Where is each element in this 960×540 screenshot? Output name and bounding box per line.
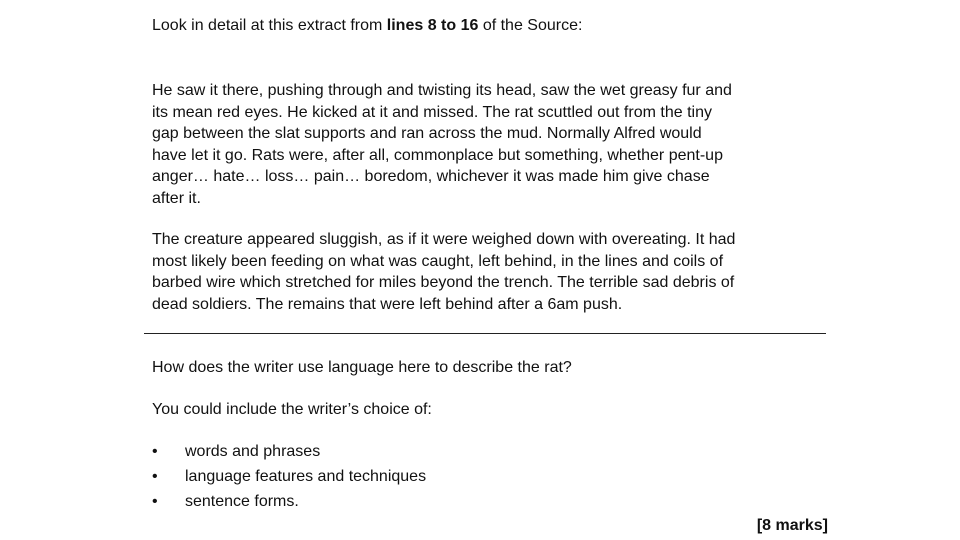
extract-line: gap between the slat supports and ran across the mud. Normally Alfred would — [152, 125, 702, 142]
list-item-text: language features and techniques — [185, 468, 427, 485]
extract-paragraph-2 — [152, 229, 735, 315]
instruction-text-after: of the Source: — [478, 17, 583, 34]
extract-instruction — [152, 15, 582, 36]
extract-paragraph-1 — [152, 80, 732, 209]
list-item-text: words and phrases — [185, 443, 321, 460]
extract-line: He saw it there, pushing through and twisting its head, saw the wet greasy fur and — [152, 82, 732, 99]
bullet-icon: • — [152, 443, 158, 460]
bullet-icon: • — [152, 468, 158, 485]
extract-line: dead soldiers. The remains that were left behind after a 6am push. — [152, 295, 623, 313]
bullet-icon: • — [152, 493, 158, 510]
marks-label: [8 marks] — [756, 517, 828, 534]
extract-line: The creature appeared sluggish, as if it were weighed down with overeating. It had — [152, 231, 736, 248]
extract-line: have let it go. Rats were, after all, commonplace but something, whether pent-up — [152, 146, 723, 164]
list-item-text: sentence forms. — [185, 493, 299, 510]
extract-line: after it. — [152, 189, 201, 207]
instruction-text-before: Look in detail at this extract from — [152, 17, 387, 34]
question-text: How does the writer use language here to describe the rat? — [152, 359, 572, 376]
extract-line: most likely been feeding on what was caught, left behind, in the lines and coils of — [152, 252, 724, 270]
extract-line: barbed wire which stretched for miles beyond the trench. The terrible sad debris of — [152, 274, 735, 291]
instruction-line-reference: lines 8 to 16 — [386, 17, 479, 34]
could-include-text: You could include the writer’s choice of: — [152, 401, 432, 418]
extract-line: anger… hate… loss… pain… boredom, whichever it was made him give chase — [152, 168, 710, 185]
section-divider — [144, 333, 826, 334]
extract-line: its mean red eyes. He kicked at it and missed. The rat scuttled out from the tiny — [152, 103, 712, 121]
